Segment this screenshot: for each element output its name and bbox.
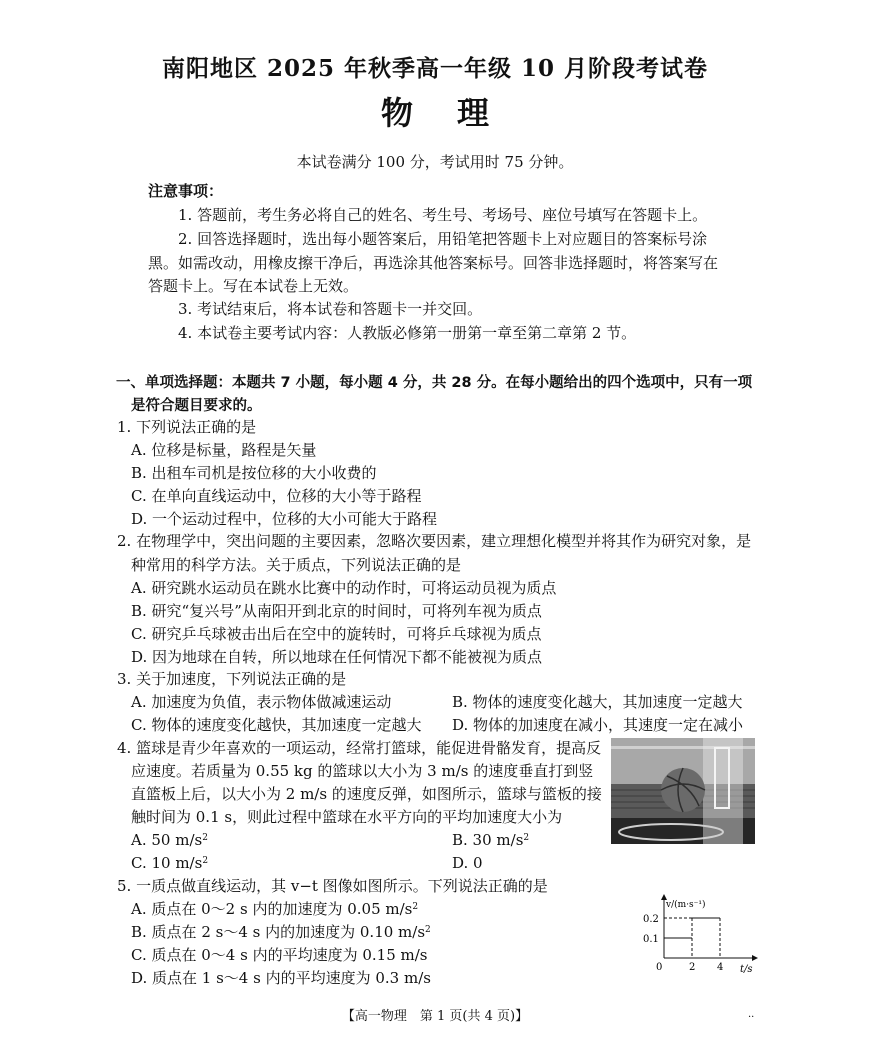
notes-heading: 注意事项：: [148, 182, 224, 200]
x-axis-label: t/s: [740, 964, 753, 975]
notes-line: 黑。如需改动，用橡皮擦干净后，再选涂其他答案标号。回答非选择题时，将答案写在: [148, 254, 719, 272]
q4-option-b: B. 30 $m/s^2$: [452, 831, 530, 849]
y-tick-label: 0.1: [643, 934, 659, 945]
q1-option-c: C. 在单向直线运动中，位移的大小等于路程: [131, 487, 422, 505]
y-axis-label: v/(m·s⁻¹): [666, 900, 706, 910]
basketball-photo: [611, 738, 755, 844]
q1-option-d: D. 一个运动过程中，位移的大小可能大于路程: [131, 510, 438, 528]
q4-stem-cont: 直篮板上后，以大小为 2 m/s 的速度反弹，如图所示，篮球与篮板的接: [131, 785, 602, 803]
x-tick-label: 0: [656, 962, 663, 973]
notes-line: 3. 考试结束后，将本试卷和答题卡一并交回。: [178, 300, 483, 318]
exam-title: 南阳地区 2025 年秋季高一年级 10 月阶段考试卷: [161, 55, 709, 82]
vt-graph: [640, 894, 770, 976]
notes-line: 答题卡上。写在本试卷上无效。: [148, 277, 359, 295]
notes-line: 4. 本试卷主要考试内容：人教版必修第一册第一章至第二章第 2 节。: [178, 324, 637, 342]
q2-option-b: B. 研究“复兴号”从南阳开到北京的时间时，可将列车视为质点: [131, 602, 542, 620]
x-tick-label: 4: [717, 962, 724, 973]
q2-option-d: D. 因为地球在自转，所以地球在任何情况下都不能被视为质点: [131, 648, 543, 666]
q1-stem: 1. 下列说法正确的是: [117, 418, 257, 436]
y-tick-label: 0.2: [643, 914, 659, 925]
subject-title: 物理: [380, 94, 533, 132]
x-tick-label: 2: [689, 962, 696, 973]
q5-option-c: C. 质点在 0～4 s 内的平均速度为 0.15 m/s: [131, 946, 428, 964]
basketball-photo-drawing: [611, 738, 755, 844]
q4-stem: 4. 篮球是青少年喜欢的一项运动，经常打篮球，能促进骨骼发育，提高反: [117, 739, 602, 757]
notes-line: 2. 回答选择题时，选出每小题答案后，用铅笔把答题卡上对应题目的答案标号涂: [178, 230, 708, 248]
corner-mark: ··: [748, 1012, 755, 1023]
q4-option-c: C. 10 $m/s^2$: [131, 854, 209, 872]
q4-stem-cont: 应速度。若质量为 0.55 kg 的篮球以大小为 3 m/s 的速度垂直打到竖: [131, 762, 594, 780]
q3-option-b: B. 物体的速度变化越大，其加速度一定越大: [452, 693, 743, 711]
q5-option-a: A. 质点在 0～2 s 内的加速度为 0.05 $m/s^2$: [131, 900, 419, 918]
q4-option-d: D. 0: [452, 854, 483, 872]
exam-info: 本试卷满分 100 分，考试用时 75 分钟。: [296, 153, 574, 171]
q3-stem: 3. 关于加速度，下列说法正确的是: [117, 670, 347, 688]
q2-option-c: C. 研究乒乓球被击出后在空中的旋转时，可将乒乓球视为质点: [131, 625, 542, 643]
q3-option-c: C. 物体的速度变化越快，其加速度一定越大: [131, 716, 422, 734]
q5-option-b: B. 质点在 2 s～4 s 内的加速度为 0.10 $m/s^2$: [131, 923, 431, 941]
q5-option-d: D. 质点在 1 s～4 s 内的平均速度为 0.3 m/s: [131, 969, 431, 987]
q3-option-d: D. 物体的加速度在减小，其速度一定在减小: [452, 716, 744, 734]
x-axis-arrow: [752, 955, 758, 961]
section-heading: 一、单项选择题：本题共 7 小题，每小题 4 分，共 28 分。在每小题给出的四个选项中，只有一项: [116, 375, 753, 391]
notes-line: 1. 答题前，考生务必将自己的姓名、考生号、考场号、座位号填写在答题卡上。: [178, 206, 708, 224]
q1-option-b: B. 出租车司机是按位移的大小收费的: [131, 464, 377, 482]
page-footer: 【高一物理 第 1 页(共 4 页)】: [341, 1009, 529, 1024]
q3-option-a: A. 加速度为负值，表示物体做减速运动: [131, 693, 392, 711]
q4-option-a: A. 50 $m/s^2$: [131, 831, 208, 849]
q5-stem: 5. 一质点做直线运动，其 v−t 图像如图所示。下列说法正确的是: [117, 877, 548, 895]
section-heading-cont: 是符合题目要求的。: [131, 398, 262, 414]
q4-stem-cont: 触时间为 0.1 s，则此过程中篮球在水平方向的平均加速度大小为: [131, 808, 563, 826]
q1-option-a: A. 位移是标量，路程是矢量: [131, 441, 317, 459]
q2-option-a: A. 研究跳水运动员在跳水比赛中的动作时，可将运动员视为质点: [131, 579, 557, 597]
q2-stem-cont: 种常用的科学方法。关于质点，下列说法正确的是: [131, 556, 462, 574]
q2-stem: 2. 在物理学中，突出问题的主要因素，忽略次要因素，建立理想化模型并将其作为研究对象，是: [117, 532, 752, 550]
